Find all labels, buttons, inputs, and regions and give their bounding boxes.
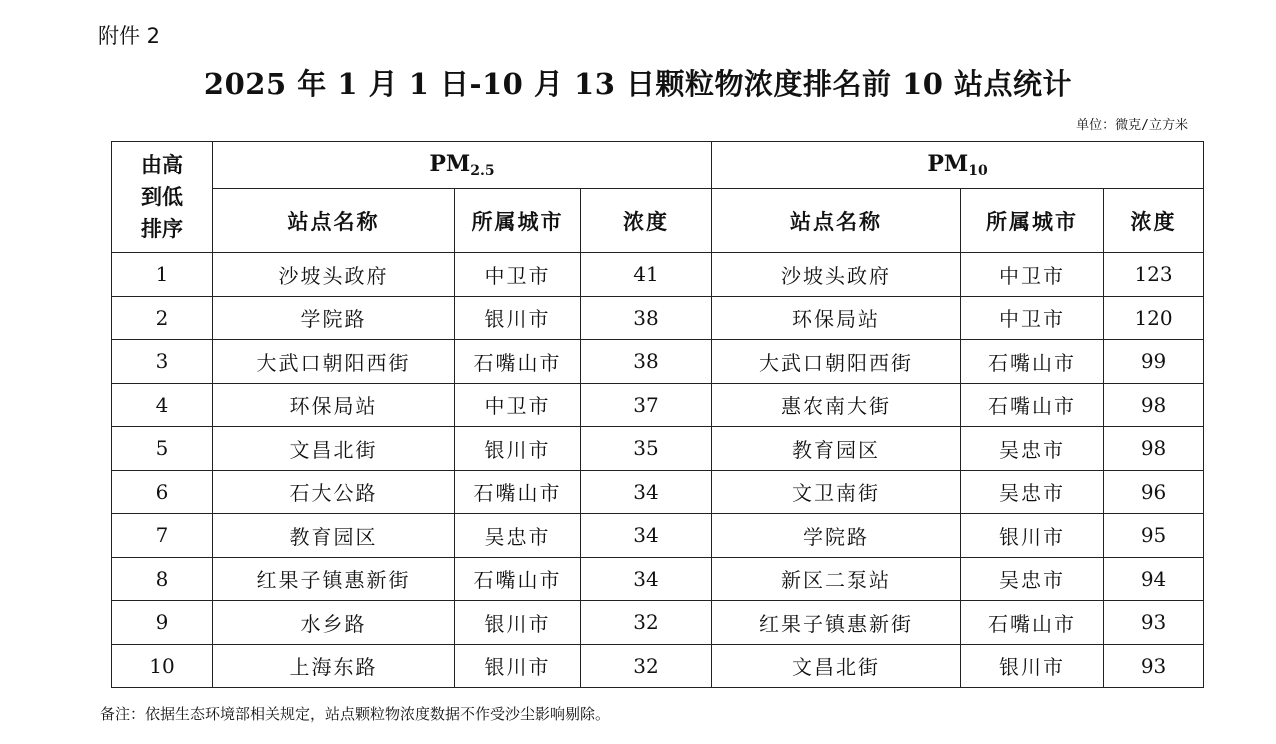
pm25-city-cell: 石嘴山市: [455, 557, 581, 601]
pm25-conc-cell: 35: [581, 427, 712, 471]
pm25-city-cell: 银川市: [455, 296, 581, 340]
table-row: [112, 470, 1204, 514]
pm10-conc-cell: 93: [1104, 601, 1204, 645]
pm25-group-header: [213, 142, 712, 189]
pm10-station-cell: 教育园区: [712, 427, 961, 471]
pm10-station-header: 站点名称: [712, 189, 961, 253]
pm10-conc-cell: 98: [1104, 427, 1204, 471]
pm10-city-cell: 石嘴山市: [961, 340, 1104, 384]
pm25-station-cell: 教育园区: [213, 514, 455, 558]
rank-cell: 4: [112, 383, 213, 427]
pm25-city-cell: 吴忠市: [455, 514, 581, 558]
pm10-city-cell: 吴忠市: [961, 557, 1104, 601]
footnote: 备注：依据生态环境部相关规定，站点颗粒物浓度数据不作受沙尘影响剔除。: [100, 705, 611, 723]
rank-cell: 5: [112, 427, 213, 471]
pm10-city-header: 所属城市: [961, 189, 1104, 253]
pm10-city-cell: 石嘴山市: [961, 601, 1104, 645]
rank-header-line: 排序: [141, 217, 183, 241]
table-row: [112, 601, 1204, 645]
attachment-label: 附件 2: [98, 24, 161, 48]
rank-cell: 8: [112, 557, 213, 601]
table-row: [112, 253, 1204, 297]
rank-header: [112, 142, 213, 253]
pm25-station-cell: 水乡路: [213, 601, 455, 645]
pm25-city-cell: 石嘴山市: [455, 470, 581, 514]
pm25-conc-cell: 38: [581, 340, 712, 384]
pm25-conc-cell: 34: [581, 557, 712, 601]
pm25-conc-header: 浓度: [581, 189, 712, 253]
pm10-station-cell: 大武口朝阳西街: [712, 340, 961, 384]
pm25-city-header: 所属城市: [455, 189, 581, 253]
pm10-conc-cell: 99: [1104, 340, 1204, 384]
pm10-station-cell: 学院路: [712, 514, 961, 558]
rank-cell: 7: [112, 514, 213, 558]
pm25-city-cell: 石嘴山市: [455, 340, 581, 384]
table-body: [112, 253, 1204, 688]
pm10-sub: 10: [968, 163, 988, 179]
pm10-conc-cell: 120: [1104, 296, 1204, 340]
pm25-station-cell: 石大公路: [213, 470, 455, 514]
pm10-station-cell: 文昌北街: [712, 644, 961, 688]
pm25-station-cell: 文昌北街: [213, 427, 455, 471]
rank-cell: 1: [112, 253, 213, 297]
table-row: [112, 557, 1204, 601]
pm25-station-cell: 红果子镇惠新街: [213, 557, 455, 601]
pm25-station-cell: 环保局站: [213, 383, 455, 427]
rank-cell: 10: [112, 644, 213, 688]
pm25-sub: 2.5: [470, 163, 495, 179]
table-row: [112, 340, 1204, 384]
pm10-station-cell: 环保局站: [712, 296, 961, 340]
pm10-city-cell: 中卫市: [961, 253, 1104, 297]
rank-header-line: 到低: [141, 185, 183, 209]
rank-cell: 3: [112, 340, 213, 384]
ranking-table: [111, 141, 1204, 688]
pm10-city-cell: 银川市: [961, 644, 1104, 688]
pm25-station-cell: 沙坡头政府: [213, 253, 455, 297]
pm10-conc-cell: 96: [1104, 470, 1204, 514]
pm25-city-cell: 中卫市: [455, 383, 581, 427]
pm25-city-cell: 银川市: [455, 644, 581, 688]
pm10-station-cell: 沙坡头政府: [712, 253, 961, 297]
rank-header-line: 由高: [141, 153, 183, 177]
pm25-conc-cell: 34: [581, 470, 712, 514]
table-row: [112, 296, 1204, 340]
pm10-conc-cell: 95: [1104, 514, 1204, 558]
pm10-base: PM: [927, 151, 969, 177]
pm25-city-cell: 银川市: [455, 427, 581, 471]
pm25-conc-cell: 32: [581, 644, 712, 688]
pm10-city-cell: 吴忠市: [961, 470, 1104, 514]
pm10-city-cell: 吴忠市: [961, 427, 1104, 471]
pm10-station-cell: 文卫南街: [712, 470, 961, 514]
rank-cell: 6: [112, 470, 213, 514]
pm25-conc-cell: 34: [581, 514, 712, 558]
pm10-conc-cell: 123: [1104, 253, 1204, 297]
pm10-city-cell: 中卫市: [961, 296, 1104, 340]
pm25-conc-cell: 32: [581, 601, 712, 645]
rank-cell: 2: [112, 296, 213, 340]
pm25-station-cell: 上海东路: [213, 644, 455, 688]
pm10-city-cell: 银川市: [961, 514, 1104, 558]
pm10-conc-header: 浓度: [1104, 189, 1204, 253]
pm25-station-cell: 学院路: [213, 296, 455, 340]
pm10-conc-cell: 93: [1104, 644, 1204, 688]
pm10-group-header: [712, 142, 1204, 189]
pm25-conc-cell: 41: [581, 253, 712, 297]
table-row: [112, 644, 1204, 688]
pm25-station-header: 站点名称: [213, 189, 455, 253]
pm10-station-cell: 惠农南大街: [712, 383, 961, 427]
pm10-conc-cell: 94: [1104, 557, 1204, 601]
pm25-conc-cell: 38: [581, 296, 712, 340]
page-title: 2025 年 1 月 1 日-10 月 13 日颗粒物浓度排名前 10 站点统计: [203, 67, 1073, 101]
pm10-conc-cell: 98: [1104, 383, 1204, 427]
pm25-city-cell: 银川市: [455, 601, 581, 645]
unit-label: 单位：微克/立方米: [1076, 118, 1188, 133]
table-row: [112, 427, 1204, 471]
pm25-base: PM: [429, 151, 471, 177]
table-row: [112, 514, 1204, 558]
pm10-city-cell: 石嘴山市: [961, 383, 1104, 427]
pm25-station-cell: 大武口朝阳西街: [213, 340, 455, 384]
pm10-station-cell: 红果子镇惠新街: [712, 601, 961, 645]
pm10-station-cell: 新区二泵站: [712, 557, 961, 601]
pm25-conc-cell: 37: [581, 383, 712, 427]
pm25-city-cell: 中卫市: [455, 253, 581, 297]
table-row: [112, 383, 1204, 427]
rank-cell: 9: [112, 601, 213, 645]
